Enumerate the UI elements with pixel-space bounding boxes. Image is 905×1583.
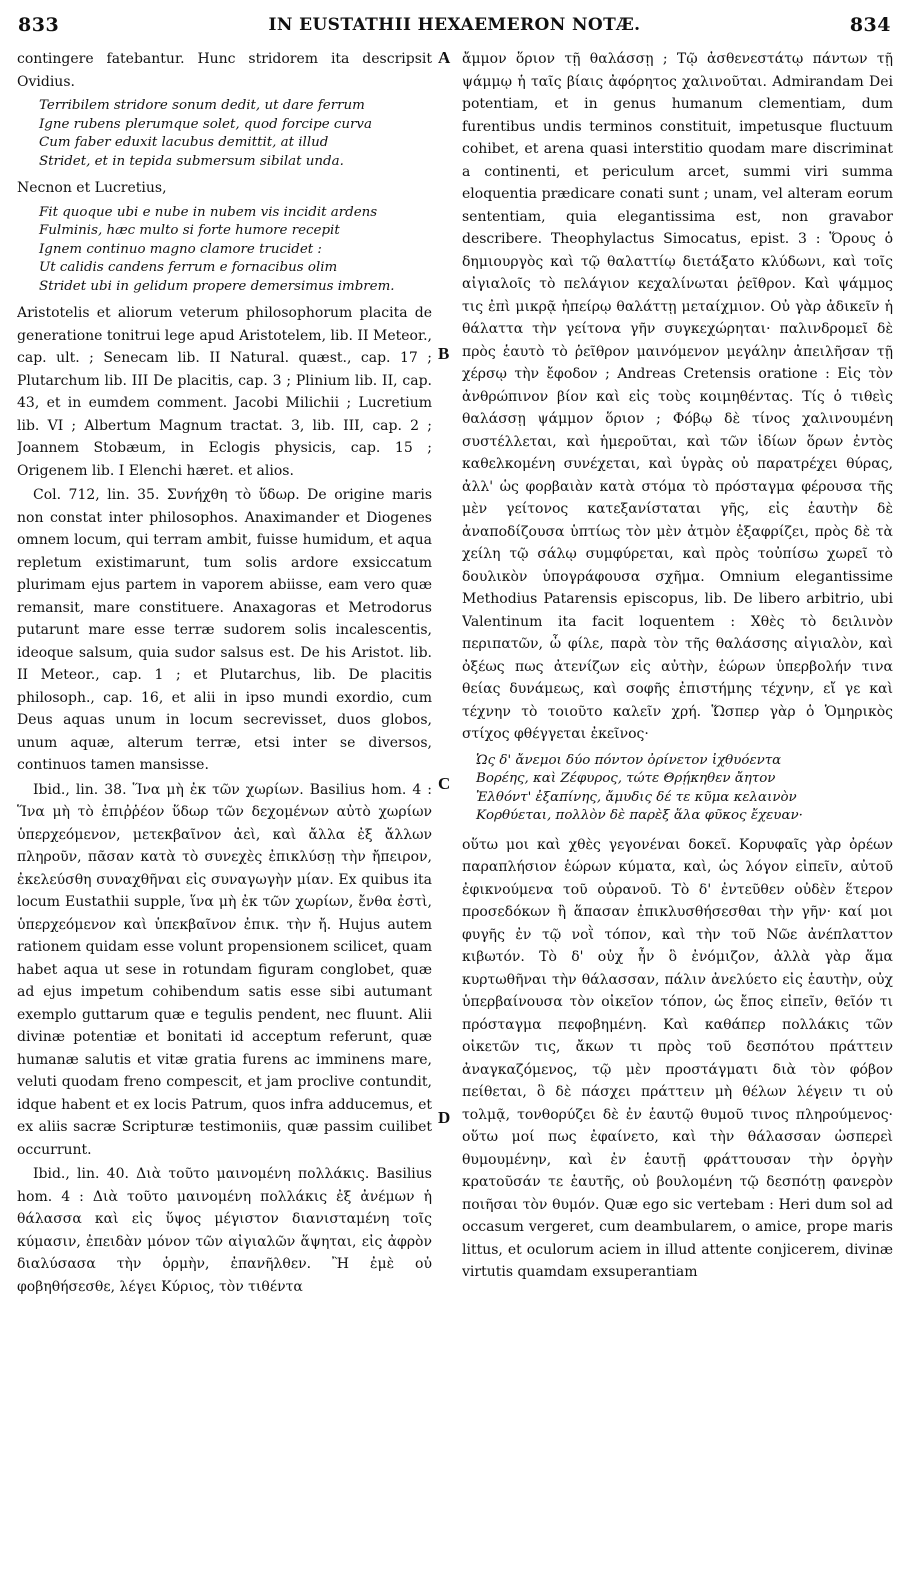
right-paragraph-2: οὕτω μοι καὶ χθὲς γεγονέναι δοκεῖ. Κορυφαῖς γὰρ ὀρέων παραπλήσιον ἑώρων κύματα, καὶ, ὡς λόγον εἰπεῖν, αὐτοῦ ἐφικνούμενα τοῦ οὐρανοῦ. Τὸ δ' ἐντεῦθεν οὐδὲν ἕτερον προσεδόκων ἢ ἅπασαν ἐπικλυσθήσεσθαι τὴν γῆν· καί μοι φυγῆς ἐν τῷ νοῒ τόπον, καὶ τὴν τοῦ Νῶε ἀνέπλαττον κιβωτόν. Τὸ δ' οὐχ ἦν ὃ ἐνόμιζον, ἀλλὰ γὰρ ἅμα κυρτωθῆναι τὴν θάλασσαν, πάλιν ἀνελύετο εἰς ἑαυτὴν, οὐχ ὑπερβαίνουσα τὸν οἰκεῖον τόπον, ὡς ἔπος εἰπεῖν, θεῖόν τι πρόσταγμα πεφοβημένη. Καὶ καθάπερ πολλάκις τῶν οἰκετῶν τις, ἄκων τι πρὸς τοῦ δεσπότου πράττειν ἀναγκαζόμενος, τῷ μὲν προστάγματι διὰ τὸν φόβον πείθεται, ὃ δὲ πάσχει πράττειν μὴ θέλων λέγειν τι οὐ τολμᾷ, τονθορύζει δὲ ἐν ἑαυτῷ θυμοῦ τινος πληρούμενος· οὕτω μοί πως ἐφαίνετο, καὶ τὴν θάλασσαν ὡσπερεὶ θυμουμένην, καὶ ἐν ἑαυτῇ φράττουσαν τὴν ὀργὴν κρατοῦσάν τε ἑαυτῆς, οὐ βουλομένη τῷ δεσπότῃ φανερὸν ποιῆσαι τὸν θυμόν. Quæ ego sic vertebam : Heri dum sol ad occasum vergeret, cum deambularem, o amice, prope maris littus, et oculorum aciem in illud attente conjicerem, divinæ virtutis quamdam exsuperantiam [462,836,893,1280]
verse-line: Ἐλθόντ' ἐξαπίνης, ἄμυδις δέ τε κῦμα κελαινὸν [476,789,797,805]
verse-line: Cum faber eduxit lacubus demittit, at illud [39,135,329,150]
margin-gutter [436,48,458,1568]
right-column [462,48,893,1568]
verse-line: Ut calidis candens ferrum e fornacibus olim [39,260,338,275]
verse-line: Ignem continuo magno clamore trucidet : [39,241,322,257]
verse-line: Κορθύεται, πολλὸν δὲ παρὲξ ἅλα φῦκος ἔχευαν· [476,808,803,823]
left-paragraph-6: Ibid., lin. 40. Διὰ τοῦτο μαινομένη πολλάκις. Basilius hom. 4 : Διὰ τοῦτο μαινομένη πολλάκις ἐξ ἀνέμων ἡ θάλασσα καὶ εἰς ὕψος μέγιστον διανισταμένη τοῖς κύμασιν, ἐπειδὰν μόνον τῶν αἰγιαλῶν ἅψηται, εἰς ἀφρὸν διαλύσασα τὴν ὁρμὴν, ἐπανῆλθεν. Ἢ ἐμὲ οὐ φοβηθήσεσθε, λέγει Κύριος, τὸν τιθέντα [17,1166,432,1295]
left-paragraph-1: contingere fatebantur. Hunc stridorem ita descripsit Ovidius. [17,51,432,90]
verse-line: Fulminis, hæc multo si forte humore recepit [39,223,340,238]
verse-line: Stridet ubi in gelidum propere demersimus imbrem. [39,278,395,294]
ovid-verse [39,97,432,171]
left-paragraph-3: Aristotelis et aliorum veterum philosophorum placita de generatione tonitrui lege apud Aristotelem, lib. II Meteor., cap. ult. ; Senecam lib. II Natural. quæst., cap. 17 ; Plutarchum lib. III De placitis, cap. 3 ; Plinium lib. II, cap. 43, et in eumdem comment. Jacobi Milichii ; Lucretium lib. VI ; Albertum Magnum tractat. 3, lib. III, cap. 2 ; Joannem Stobæum, in Eclogis physicis, cap. 15 ; Origenem lib. I Elenchi hæret. et alios. [17,305,432,479]
margin-mark-a: A [438,48,451,67]
margin-mark-c: C [438,774,451,793]
verse-line: Stridet, et in tepida submersum sibilat unda. [39,153,344,169]
verse-line: Ὡς δ' ἄνεμοι δύο πόντον ὀρίνετον ἰχθυόεντα [476,752,782,768]
left-column [17,48,432,1568]
left-paragraph-2: Necnon et Lucretius, [17,180,167,196]
verse-line: Fit quoque ubi e nube in nubem vis incidit ardens [39,204,378,220]
running-header [18,14,891,48]
verse-line: Igne rubens plerumque solet, quod forcipe curva [39,116,372,132]
verse-line: Terribilem stridore sonum dedit, ut dare ferrum [39,98,365,113]
page-number-right: 834 [849,14,891,36]
page-number-left: 833 [18,14,60,36]
margin-mark-b: B [438,344,450,363]
left-paragraph-4: Col. 712, lin. 35. Συνήχθη τὸ ὕδωρ. De origine maris non constat inter philosophos. Anaximander et Diogenes omnem locum, qui terram ambit, fuisse humidum, et aqua repletum existimarunt, tum solis ardore exsiccatum plurimam ejus partem in vaporem abiisse, eam vero quæ remansit, mare constituere. Anaxagoras et Metrodorus putarunt mare esse terræ sudorem solis incalescentis, ideoque salsum, quia sudor salsus est. De his Aristot. lib. II Meteor., cap. 1 ; et Plutarchus, lib. De placitis philosoph., cap. 16, et alii in ipso mundi exordio, cum Deus aquas unum in locum secrevisset, duos globos, unum aquæ, alterum terræ, etsi inter se diversos, continuos tamen mansisse. [17,487,432,773]
lucretius-verse [39,204,432,297]
running-title: IN EUSTATHII HEXAEMERON NOTÆ. [268,15,641,35]
homeric-verse [476,752,893,826]
left-paragraph-5: Ibid., lin. 38. Ἵνα μὴ ἐκ τῶν χωρίων. Basilius hom. 4 : Ἵνα μὴ τὸ ἐπιῤῥέον ὕδωρ τῶν δεχομένων αὐτὸ χωρίων ὑπερχεόμενον, μετεκβαῖνον ἀεὶ, καὶ ἄλλα ἐξ ἄλλων πληροῦν, πᾶσαν κατὰ τὸ συνεχὲς ἐπικλύσῃ τὴν ἤπειρον, ἐκελεύσθη συναχθῆναι εἰς συναγωγὴν μίαν. Ex quibus ita locum Eustathii supple, ἵνα μὴ ἐκ τῶν χωρίων, ἔνθα ἐστὶ, ὑπερχεόμενον καὶ ὑπεκβαῖνον ἐπικ. τὴν ἤ. Hujus autem rationem quidam esse volunt propensionem scilicet, quam habet aqua ut sese in rotundam figuram conglobet, quæ ad ejus impetum cohibendum satis esse sibi autumant exemplo guttarum quæ e tegulis pendent, nec fluunt. Alii divinæ potentiæ et bonitati id acceptum referunt, quæ humanæ salutis et vitæ gratia furens ac imminens mare, veluti quodam freno compescit, et jam proclive contundit, idque habent et ex locis Patrum, quos infra adducemus, et ex aliis sacræ Scripturæ testimoniis, quæ passim cuilibet occurrunt. [17,781,432,1158]
verse-line: Βορέης, καὶ Ζέφυρος, τώτε Θρῄκηθεν ἄητον [476,771,776,786]
right-paragraph-1: ἄμμον ὅριον τῇ θαλάσσῃ ; Τῷ ἀσθενεστάτῳ πάντων τῇ ψάμμῳ ἡ ταῖς βίαις ἀφόρητος χαλινοῦται. Admirandam Dei potentiam, et in genus humanum clementiam, dum furentibus undis terminos constituit, impetusque fluctuum cohibet, et arena quasi interstitio quodam mare discriminat a continenti, et periculum arcet, summi viri summa eloquentia prædicare conati sunt ; unam, vel alteram eorum sententiam, quia elegantissima est, non gravabor describere. Theophylactus Simocatus, epist. 3 : Ὅρους ὁ δημιουργὸς καὶ τῷ θαλαττίῳ διετάξατο κλύδωνι, καὶ τοῖς αἰγιαλοῖς τὸ πελάγιον κεχαλίνωται ῥεῖθρον. Καὶ ψάμμος τις ἐπὶ μικρᾷ ἠπείρῳ θαλάττῃ μεταίχμιον. Οὐ γὰρ ἀδικεῖν ἡ θάλαττα τὴν γείτονα γῆν συγκεχώρηται· παλινδρομεῖ δὲ πρὸς ἑαυτὸ τὸ ῥεῖθρον μαινόμενον μεγάλην ἀπειλῆσαν τῇ χέρσῳ τὴν ἔφοδον ; Andreas Cretensis oratione : Εἰς τὸν ἀνθρώπινον βίον καὶ εἰς τοὺς κοιμηθέντας. Τίς ὁ τιθεὶς θαλάσσῃ ψάμμον ὅριον ; Φόβῳ δὲ τίνος χαλινουμένη συστέλλεται, καὶ ἡμεροῦται, καὶ τῶν ἰδίων ὅρων ἐντὸς καθελκομένη συνέχεται, καὶ ὑγρὰς οὐ παρατρέχει θύρας, ἀλλ' ὡς φορβαιὰν κατὰ στόμα τὸ πρόσταγμα φέρουσα τῆς μὲν γείτονος κατεξανίσταται γῆς, εἰς ἑαυτὴν δὲ ἀναποδίζουσα ὑπτίως τὸν μὲν ἀτμὸν ἐξαφρίζει, πρὸς δὲ τὰ χείλη τῷ σάλῳ συμφύρεται, καὶ πρὸς τοὐπίσω χωρεῖ τὸ δουλικὸν ὑπογράφουσα σχῆμα. Omnium elegantissime Methodius Patarensis episcopus, lib. De libero arbitrio, ubi Valentinum ita facit loquentem : Χθὲς τὸ δειλινὸν περιπατῶν, ὦ φίλε, παρὰ τὸν τῆς θαλάσσης αἰγιαλὸν, καὶ ὀξέως πως ἀτενίζων εἰς αὐτὴν, ἑώρων ὑπερβολήν τινα θείας δυνάμεως, καὶ σοφῆς ἐπιστήμης τέχνην, εἴ γε καὶ τέχνην τὸ τοιοῦτο καλεῖν χρή. Ὥσπερ γὰρ ὁ Ὁμηρικὸς στίχος φθέγγεται ἐκεῖνος· [462,51,893,742]
margin-mark-d: D [438,1108,451,1127]
